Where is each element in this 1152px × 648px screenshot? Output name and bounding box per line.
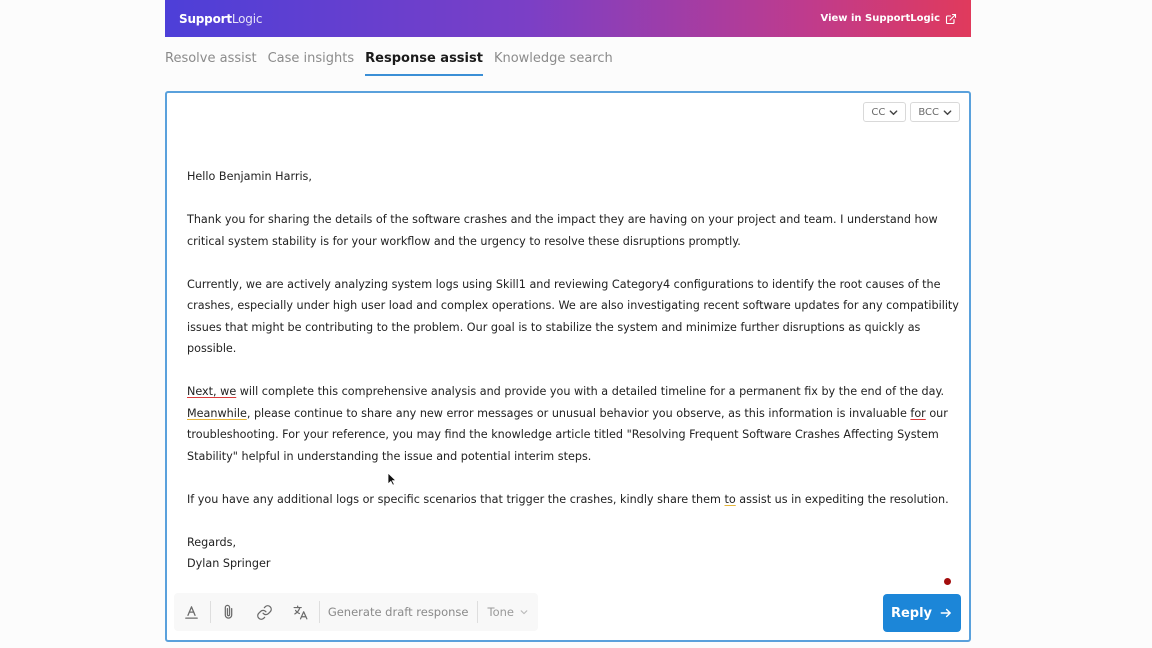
view-link-label: View in SupportLogic <box>820 13 940 24</box>
greeting: Hello Benjamin Harris, <box>187 170 312 183</box>
tone-label: Tone <box>487 605 514 619</box>
chevron-down-icon <box>520 608 528 616</box>
external-link-icon <box>945 13 957 25</box>
tab-bar <box>165 48 624 76</box>
chevron-down-icon <box>889 108 898 117</box>
generate-draft-button[interactable]: Generate draft response <box>327 605 469 619</box>
app-header <box>165 0 971 37</box>
reply-label: Reply <box>890 605 933 621</box>
translate-button[interactable] <box>283 593 319 631</box>
paragraph-2: Currently, we are actively analyzing system logs using Skill1 and reviewing Category4 configurations to identify the root causes of the crashes, especially under high user load and complex operations. We are also investigating recent software updates for any compatibility issues that might be contributing to the problem. Our goal is to stabilize the system and minimize further disruptions as quickly as possible. <box>187 277 959 355</box>
cc-button[interactable] <box>863 102 906 122</box>
bcc-button[interactable] <box>910 102 960 122</box>
response-editor[interactable] <box>165 91 971 642</box>
reply-button[interactable] <box>883 594 961 632</box>
tone-select[interactable] <box>478 605 538 619</box>
attach-button[interactable] <box>211 593 247 631</box>
paragraph-1: Thank you for sharing the details of the software crashes and the impact they are having on your project and team. I understand how critical system stability is for your workflow and the urgency to resolve these disruptions promptly. <box>187 213 938 248</box>
translate-icon <box>292 604 309 621</box>
cc-label: CC <box>871 106 886 118</box>
bcc-label: BCC <box>918 106 939 118</box>
spell-flag-next-we[interactable]: Next, we <box>187 385 237 398</box>
tab-resolve-assist[interactable]: Resolve assist <box>165 51 257 66</box>
status-dot <box>944 578 951 585</box>
text-format-icon <box>183 604 200 621</box>
mouse-pointer-icon <box>387 472 397 486</box>
paperclip-icon <box>220 604 237 621</box>
tab-case-insights[interactable]: Case insights <box>267 51 355 66</box>
tab-response-assist[interactable]: Response assist <box>365 48 483 76</box>
signature: Dylan Springer <box>187 557 271 570</box>
view-in-supportlogic-link[interactable] <box>821 13 958 25</box>
cc-bcc-group <box>863 102 960 122</box>
arrow-right-icon <box>939 606 953 620</box>
text-format-button[interactable] <box>174 593 210 631</box>
chevron-down-icon <box>943 108 952 117</box>
spell-flag-meanwhile[interactable]: Meanwhile <box>187 406 247 420</box>
paragraph-3: Next, we will complete this comprehensive analysis and provide you with a detailed timeline for a permanent fix by the end of the day. Meanwhile, please continue to share any new error messages or unusual behavior you observe, as this information is invaluable for our troubleshooting. For your reference, you may find the knowledge article titled "Resolving Frequent Software Crashes Affecting System Stability" helpful in understanding the issue and potential interim steps. <box>187 385 948 463</box>
paragraph-4: If you have any additional logs or specific scenarios that trigger the crashes, kindly share them to assist us in expediting the resolution. <box>187 492 949 506</box>
tab-knowledge-search[interactable]: Knowledge search <box>493 51 613 66</box>
insert-link-button[interactable] <box>247 593 283 631</box>
spell-flag-to[interactable]: to <box>724 492 736 506</box>
spell-flag-for[interactable]: for <box>910 406 926 420</box>
editor-toolbar <box>174 593 538 631</box>
email-body[interactable] <box>187 166 963 575</box>
brand-logo: SupportLogic <box>179 11 263 26</box>
link-icon <box>256 604 273 621</box>
signoff: Regards, <box>187 535 236 549</box>
